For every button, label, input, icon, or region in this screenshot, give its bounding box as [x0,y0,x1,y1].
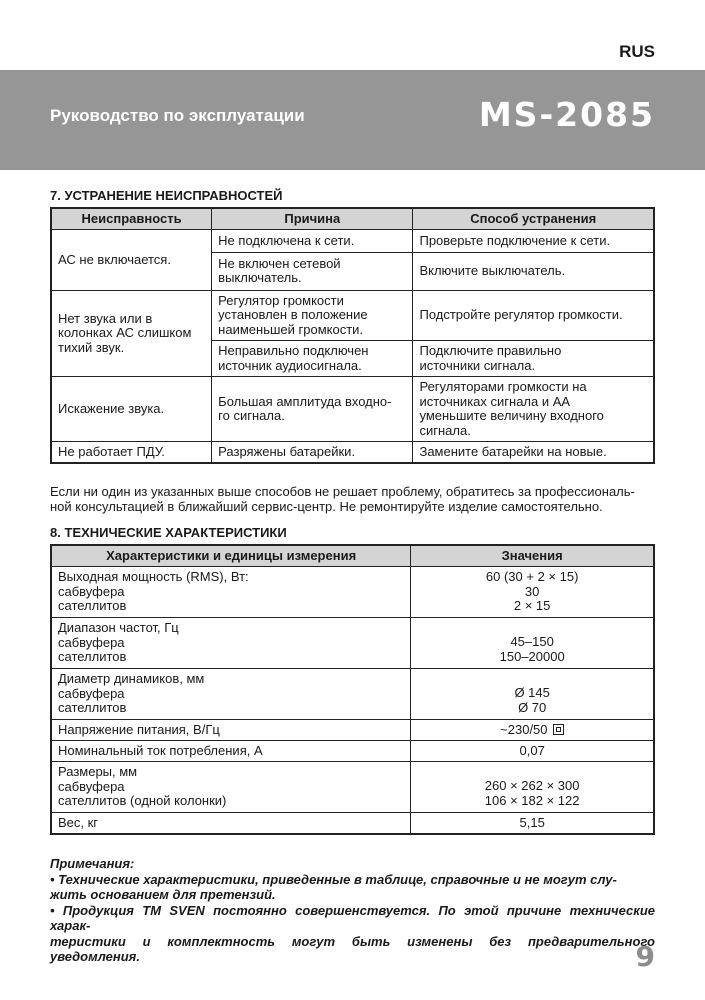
fix-cell: Подключите правильно источники сигнала. [413,341,654,377]
fix-cell: Проверьте подключение к сети. [413,230,654,253]
spec-value-cell [411,720,654,741]
table-header-row [51,545,654,567]
notes-title: Примечания: [50,856,135,871]
troubleshooting-table [50,207,655,464]
table-row [51,669,654,720]
section-8-title: 8. ТЕХНИЧЕСКИЕ ХАРАКТЕРИСТИКИ [50,525,287,540]
fix-cell: Замените батарейки на новые. [413,442,654,464]
table-row [51,377,654,442]
column-header-characteristic: Характеристики и единицы измерения [51,545,411,567]
table-row [51,567,654,618]
column-header-value: Значения [411,545,654,567]
spec-name-cell: Диапазон частот, Гц сабвуфера сателлитов [51,618,411,669]
language-label: RUS [619,42,655,61]
spec-name-cell: Вес, кг [51,813,411,835]
table-row [51,230,654,253]
spec-value-cell: 60 (30 + 2 × 15) 30 2 × 15 [411,567,654,618]
table-row [51,741,654,762]
spec-value-cell: 260 × 262 × 300 106 × 182 × 122 [411,762,654,813]
note-item: • Технические характеристики, приведенные в таблице, справочные и не могут слу- жить основанием для претензий. [50,871,617,902]
spec-value-cell: 0,07 [411,741,654,762]
column-header-cause: Причина [212,208,413,230]
fault-cell: АС не включается. [51,230,212,291]
fault-cell: Искажение звука. [51,377,212,442]
cause-cell: Не включен сетевой выключатель. [212,252,413,290]
spec-name-cell: Номинальный ток потребления, А [51,741,411,762]
voltage-value: ~230/50 [500,721,548,737]
table-row [51,442,654,464]
table-row [51,813,654,835]
specifications-table [50,544,655,835]
header-banner [0,70,705,170]
table-row [51,291,654,341]
spec-name-cell: Размеры, мм сабвуфера сателлитов (одной колонки) [51,762,411,813]
cause-cell: Регулятор громкости установлен в положение наименьшей громкости. [212,291,413,341]
spec-value-cell: 5,15 [411,813,654,835]
model-name: MS-2085 [478,95,655,134]
cause-cell: Не подключена к сети. [212,230,413,253]
fault-cell: Нет звука или в колонках АС слишком тихий звук. [51,291,212,377]
cause-cell: Неправильно подключен источник аудиосигнала. [212,341,413,377]
spec-name-cell: Диаметр динамиков, мм сабвуфера сателлитов [51,669,411,720]
fix-cell: Включите выключатель. [413,252,654,290]
spec-value-cell: 45–150 150–20000 [411,618,654,669]
cause-cell: Большая амплитуда входно- го сигнала. [212,377,413,442]
notes-block [50,856,655,965]
spec-name-cell: Выходная мощность (RMS), Вт: сабвуфера сателлитов [51,567,411,618]
double-insulation-icon [553,724,564,735]
manual-title: Руководство по эксплуатации [50,106,305,125]
cause-cell: Разряжены батарейки. [212,442,413,464]
fix-cell: Регуляторами громкости на источниках сигнала и АА уменьшите величину входного сигнала. [413,377,654,442]
page-number: 9 [635,940,655,973]
fix-cell: Подстройте регулятор громкости. [413,291,654,341]
table-row [51,762,654,813]
note-item: • Продукция TM SVEN постоянно совершенствуется. По этой причине технические харак- теристики и комплектность могут быть изменены без предварительного уведомления. [50,902,655,964]
column-header-fix: Способ устранения [413,208,654,230]
service-note: Если ни один из указанных выше способов не решает проблему, обратитесь за профессиональ- ной консультацией в ближайший сервис-центр. Не ремонтируйте изделие самостоятельно. [50,484,635,514]
spec-name-cell: Напряжение питания, В/Гц [51,720,411,741]
table-row [51,720,654,741]
fault-cell: Не работает ПДУ. [51,442,212,464]
column-header-fault: Неисправность [51,208,212,230]
table-row [51,618,654,669]
section-7-title: 7. УСТРАНЕНИЕ НЕИСПРАВНОСТЕЙ [50,188,283,203]
table-header-row [51,208,654,230]
spec-value-cell: Ø 145 Ø 70 [411,669,654,720]
